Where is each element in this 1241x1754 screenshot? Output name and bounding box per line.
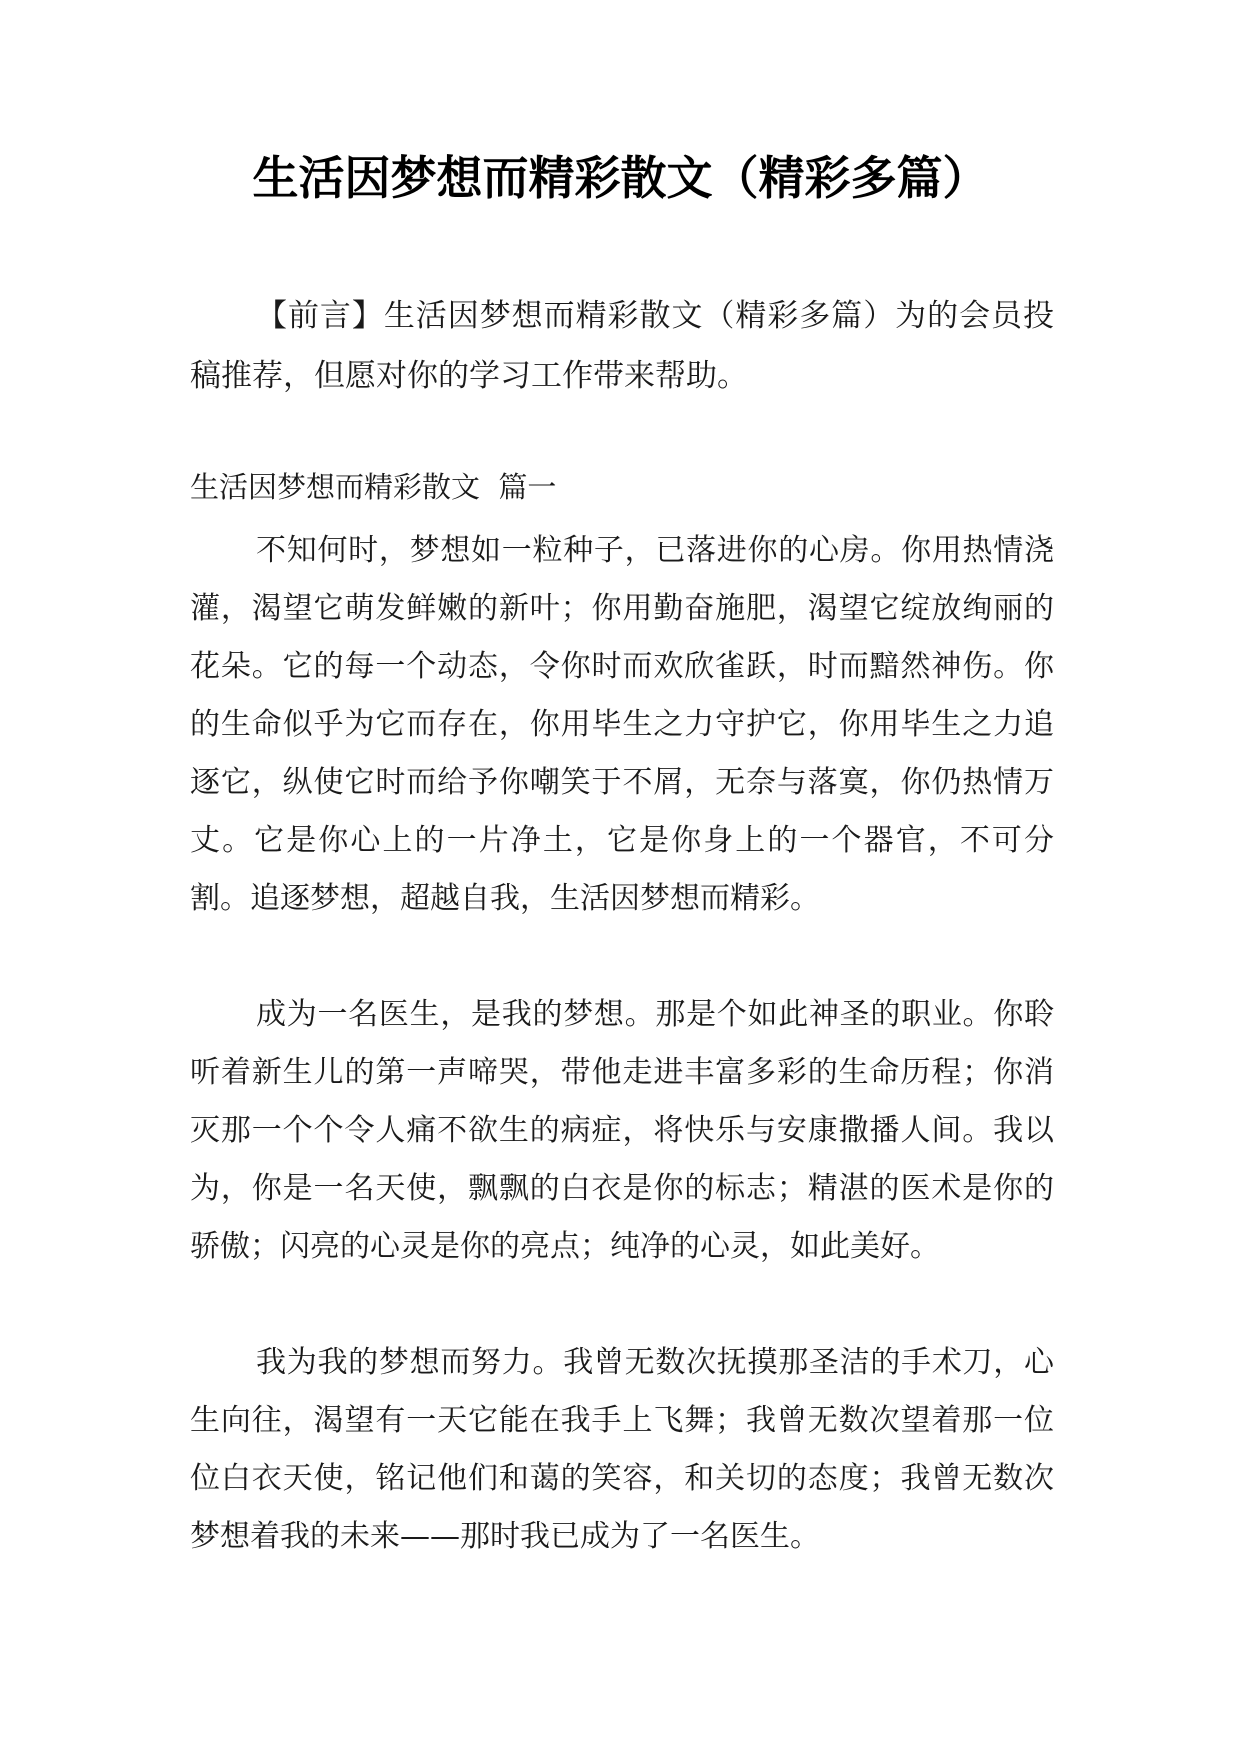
body-paragraph: 我为我的梦想而努力。我曾无数次抚摸那圣洁的手术刀，心生向往，渴望有一天它能在我手上飞舞；我曾无数次望着那一位位白衣天使，铭记他们和蔼的笑容，和关切的态度；我曾无数次梦想着我的未来——那时我已成为了一名医生。 bbox=[190, 1345, 1054, 1554]
document-title: 生活因梦想而精彩散文（精彩多篇） bbox=[252, 151, 989, 205]
body-paragraph: 不知何时，梦想如一粒种子，已落进你的心房。你用热情浇灌，渴望它萌发鲜嫩的新叶；你用勤奋施肥，渴望它绽放绚丽的花朵。它的每一个动态，令你时而欢欣雀跃，时而黯然神伤。你的生命似乎为它而存在，你用毕生之力守护它，你用毕生之力追逐它，纵使它时而给予你嘲笑于不屑，无奈与落寞，你仍热情万丈。它是你心上的一片净土，它是你身上的一个器官，不可分割。追逐梦想，超越自我，生活因梦想而精彩。 bbox=[190, 533, 1054, 916]
body-paragraph: 成为一名医生，是我的梦想。那是个如此神圣的职业。你聆听着新生儿的第一声啼哭，带他走进丰富多彩的生命历程；你消灭那一个个令人痛不欲生的病症，将快乐与安康撒播人间。我以为，你是一名天使，飘飘的白衣是你的标志；精湛的医术是你的骄傲；闪亮的心灵是你的亮点；纯净的心灵，如此美好。 bbox=[190, 997, 1054, 1264]
preface-paragraph: 【前言】生活因梦想而精彩散文（精彩多篇）为的会员投稿推荐，但愿对你的学习工作带来帮助。 bbox=[190, 298, 1054, 394]
section-heading: 生活因梦想而精彩散文 篇一 bbox=[190, 470, 557, 504]
